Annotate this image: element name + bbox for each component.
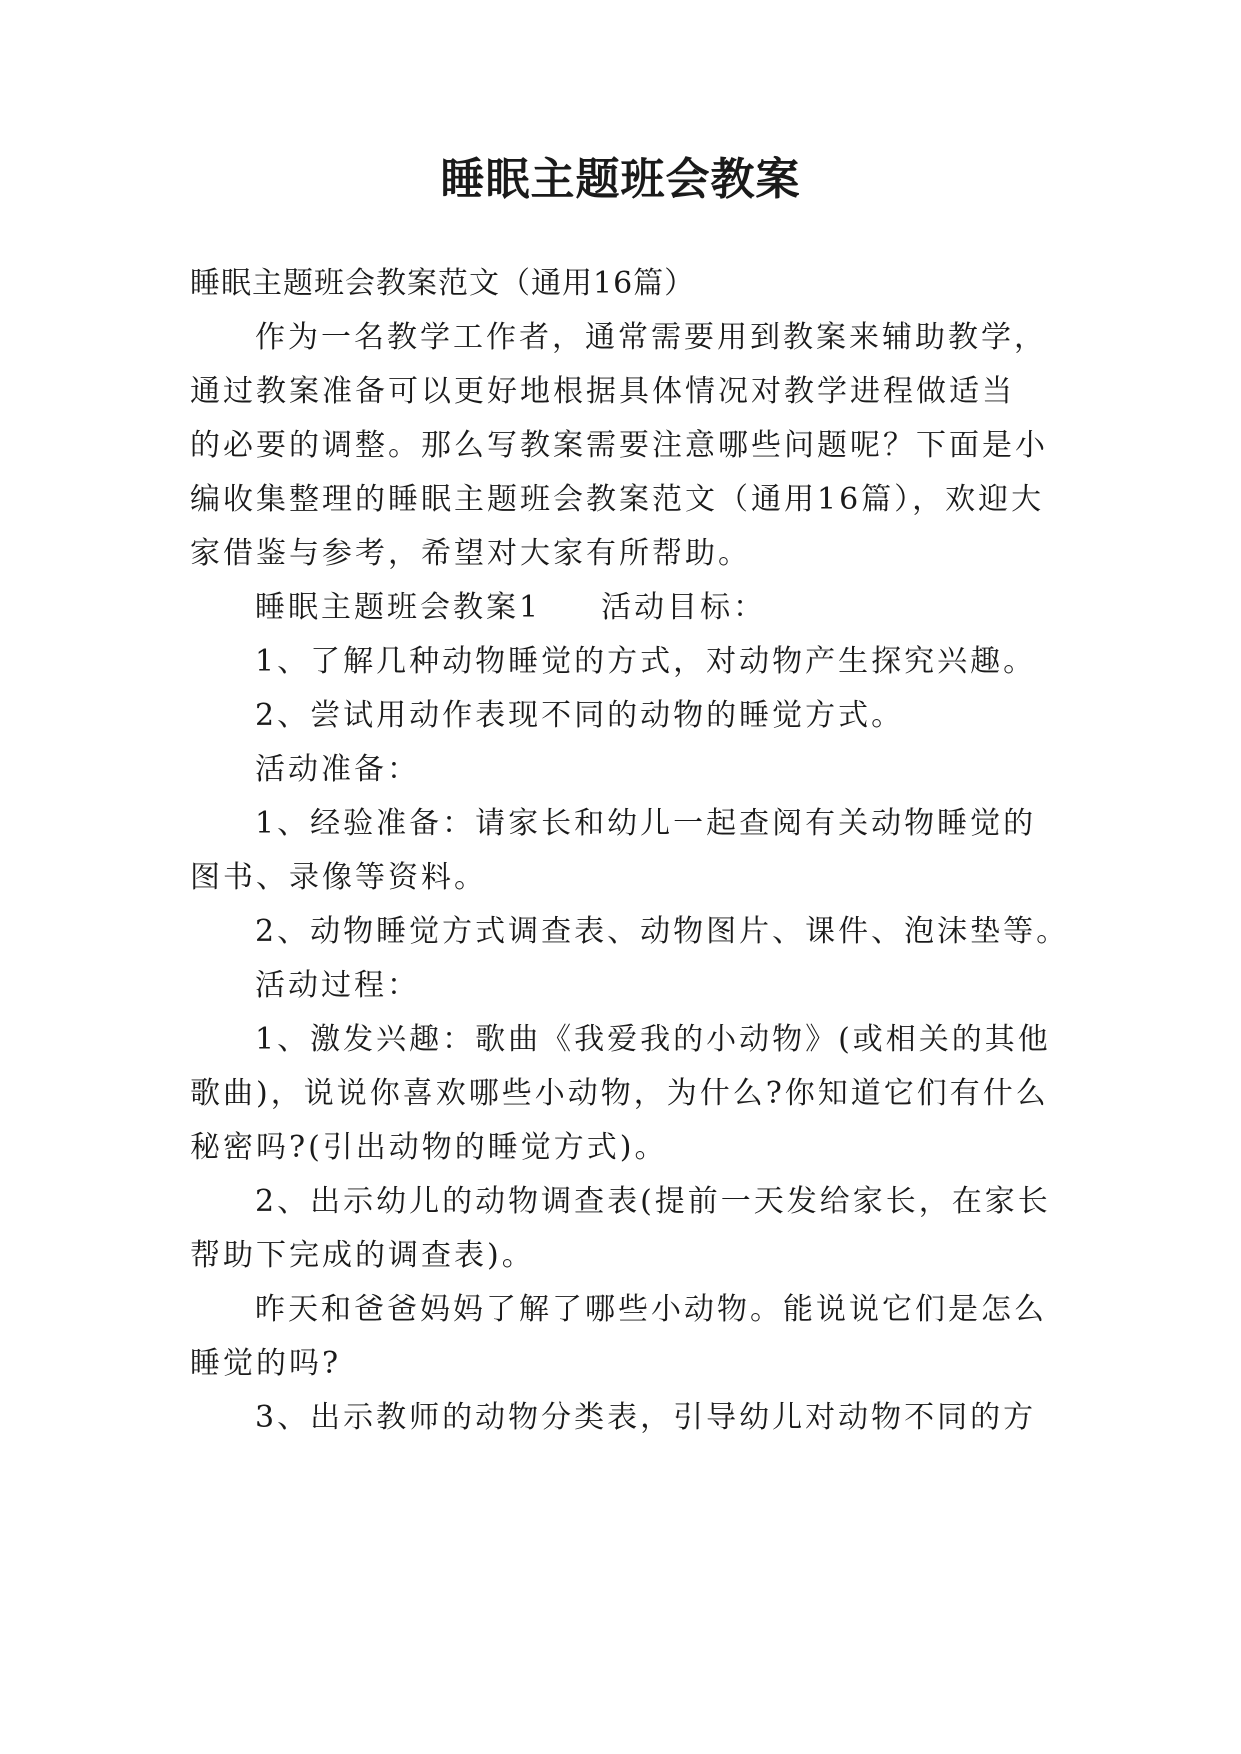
prep-label: 活动准备：	[255, 752, 420, 787]
intro-line-5: 家借鉴与参考，希望对大家有所帮助。	[190, 536, 751, 571]
intro-line-2: 通过教案准备可以更好地根据具体情况对教学进程做适当	[190, 374, 1015, 409]
goal-label: 活动目标：	[601, 590, 767, 625]
process-para-line-2: 睡觉的吗?	[190, 1346, 342, 1381]
prep-item-1-line-2: 图书、录像等资料。	[190, 860, 487, 895]
process-item-2-line-1: 2、出示幼儿的动物调查表(提前一天发给家长，在家长	[255, 1184, 1051, 1219]
prep-item-2: 2、动物睡觉方式调查表、动物图片、课件、泡沫垫等。	[255, 914, 1070, 949]
process-label: 活动过程：	[255, 968, 420, 1003]
process-item-2-line-2: 帮助下完成的调查表)。	[190, 1238, 535, 1273]
intro-line-4: 编收集整理的睡眠主题班会教案范文（通用16篇），欢迎大	[190, 482, 1045, 517]
process-para-line-1: 昨天和爸爸妈妈了解了哪些小动物。能说说它们是怎么	[255, 1292, 1047, 1327]
document-subtitle: 睡眠主题班会教案范文（通用16篇）	[190, 266, 696, 301]
goal-item-1: 1、了解几种动物睡觉的方式，对动物产生探究兴趣。	[255, 644, 1037, 679]
process-item-1-line-2: 歌曲)，说说你喜欢哪些小动物，为什么?你知道它们有什么	[190, 1076, 1049, 1111]
intro-line-3: 的必要的调整。那么写教案需要注意哪些问题呢？下面是小	[190, 428, 1048, 463]
section-heading-line	[255, 586, 766, 630]
process-item-3-line-1: 3、出示教师的动物分类表，引导幼儿对动物不同的方	[255, 1400, 1037, 1435]
goal-item-2: 2、尝试用动作表现不同的动物的睡觉方式。	[255, 698, 905, 733]
intro-line-1: 作为一名教学工作者，通常需要用到教案来辅助教学，	[255, 320, 1047, 355]
document-title: 睡眠主题班会教案	[440, 154, 801, 205]
process-item-1-line-3: 秘密吗?(引出动物的睡觉方式)。	[190, 1130, 668, 1165]
prep-item-1-line-1: 1、经验准备：请家长和幼儿一起查阅有关动物睡觉的	[255, 806, 1037, 841]
section-heading: 睡眠主题班会教案1	[255, 590, 542, 625]
process-item-1-line-1: 1、激发兴趣：歌曲《我爱我的小动物》(或相关的其他	[255, 1022, 1051, 1057]
